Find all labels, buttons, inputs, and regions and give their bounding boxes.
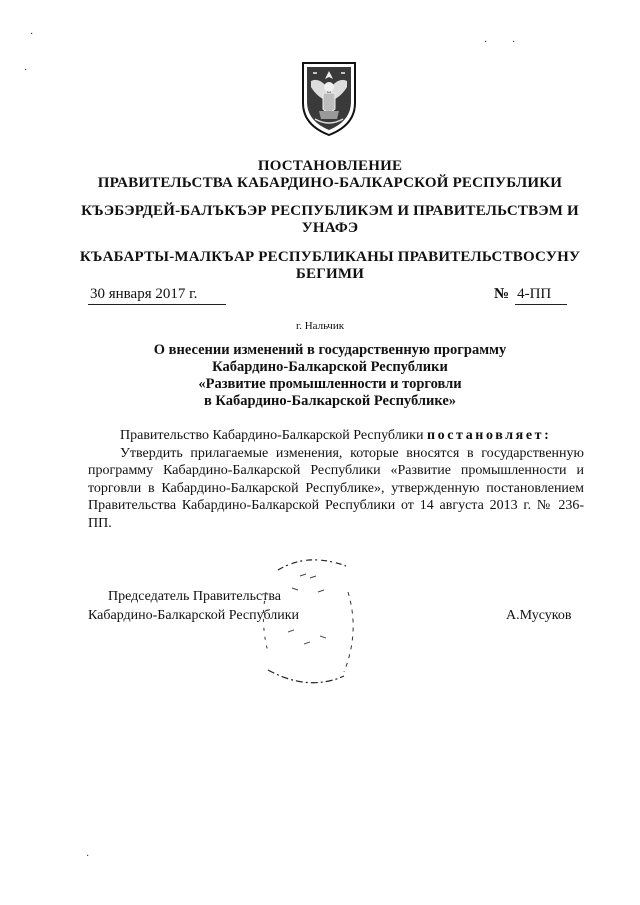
balkar-header-line2: БЕГИМИ bbox=[295, 266, 365, 282]
number-sign: № bbox=[494, 286, 510, 302]
header-title: ПОСТАНОВЛЕНИЕ bbox=[257, 158, 403, 174]
title-line2: Кабардино-Балкарской Республики bbox=[212, 359, 448, 375]
title-line1: О внесении изменений в государственную программу bbox=[153, 342, 507, 358]
title-line3: «Развитие промышленности и торговли bbox=[198, 376, 462, 392]
signer-position-line1: Председатель Правительства bbox=[108, 589, 281, 604]
signer-name: А.Мусуков bbox=[506, 608, 572, 623]
kabardian-header-line2: УНАФЭ bbox=[301, 220, 359, 236]
resolution-verb: постановляет: bbox=[426, 428, 552, 443]
kabardian-header-line1: КЪЭБЭРДЕЙ-БАЛЪКЪЭР РЕСПУБЛИКЭМ И ПРАВИТЕЛЬСТВЭМ И bbox=[81, 203, 579, 219]
signer-position-line2: Кабардино-Балкарской Республики bbox=[88, 608, 299, 623]
document-header bbox=[60, 158, 600, 192]
document-number bbox=[494, 286, 584, 304]
document-body bbox=[88, 427, 584, 532]
document-date: 30 января 2017 г. bbox=[88, 286, 226, 305]
balkar-header-line1: КЪАБАРТЫ-МАЛКЪАР РЕСПУБЛИКАНЫ ПРАВИТЕЛЬСТВОСУНУ bbox=[79, 249, 581, 265]
coat-of-arms-emblem bbox=[297, 57, 361, 137]
kabardian-header bbox=[60, 203, 600, 237]
body-paragraph-2: Утвердить прилагаемые изменения, которые вносятся в государственную программу Кабардино-Балкарской Республики «Развитие промышленности и торговли в Кабардино-Балкарской Республике», утвержденную постановлением Правительства Кабардино-Балкарской Республики от 14 августа 2013 г. № 236-ПП. bbox=[88, 445, 584, 531]
scan-speck: · bbox=[484, 37, 488, 48]
scan-speck: · bbox=[86, 851, 90, 862]
document-city: г. Нальчик bbox=[295, 320, 345, 332]
number-value: 4-ПП bbox=[515, 286, 567, 305]
scan-speck: · bbox=[512, 37, 516, 48]
scan-speck: · bbox=[30, 29, 34, 40]
body-paragraph-1 bbox=[88, 427, 584, 445]
resolution-preamble: Правительство Кабардино-Балкарской Республики bbox=[120, 428, 424, 443]
official-stamp-icon bbox=[248, 552, 368, 692]
document-title bbox=[100, 342, 560, 410]
balkar-header bbox=[60, 249, 600, 283]
header-issuer: ПРАВИТЕЛЬСТВА КАБАРДИНО-БАЛКАРСКОЙ РЕСПУБЛИКИ bbox=[97, 175, 563, 191]
scan-speck: · bbox=[24, 65, 28, 76]
title-line4: в Кабардино-Балкарской Республике» bbox=[203, 393, 457, 409]
